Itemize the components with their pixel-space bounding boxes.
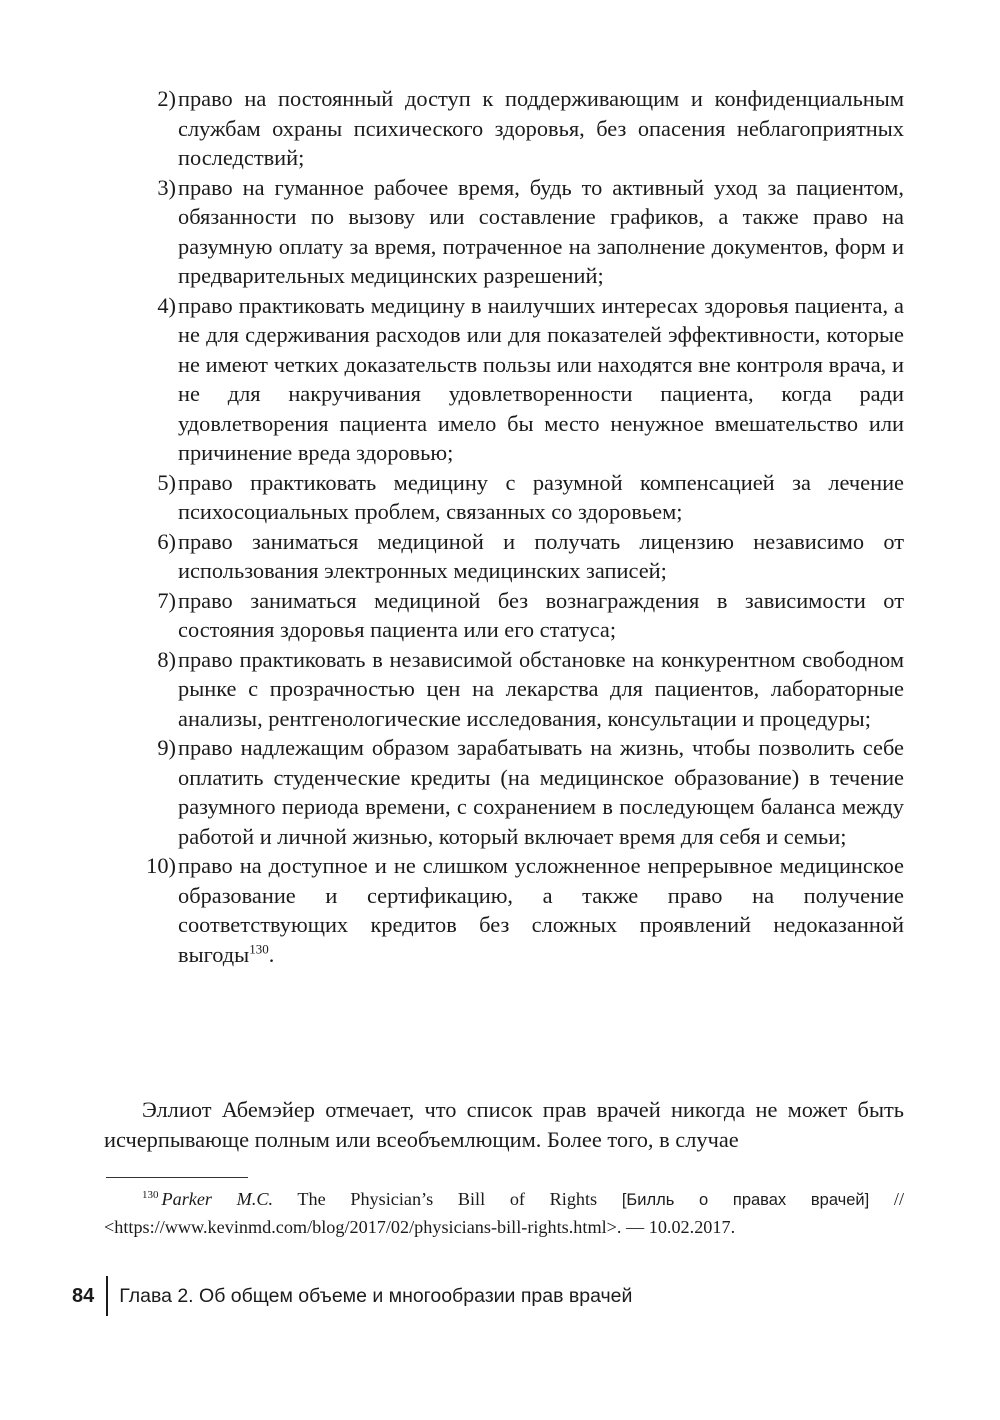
list-item-number: 3) <box>157 174 176 200</box>
list-item-text-container <box>178 851 904 969</box>
list-item <box>104 84 904 173</box>
list-item-text: право практиковать в независимой обстановке на конкурентном свободном рынке с прозрачностью цен на лекарства для пациентов, лабораторные анализы, рентгенологические исследования, консультации и процедуры; <box>178 646 904 731</box>
list-item <box>104 291 904 468</box>
list-item-text: право практиковать медицину в наилучших интересах здоровья пациента, а не для сдерживания расходов или для показателей эффективности, которые не имеют четких доказательств пользы или находятся вне контроля врача, и не для накручивания удовлетворенности пациента, когда ради удовлетворения пациента имело бы место ненужное вмешательство или причинение вреда здоровью; <box>178 292 904 465</box>
footnote-mark: 130 <box>142 1188 159 1201</box>
list-item-number: 9) <box>157 735 176 760</box>
list-item-number: 7) <box>157 587 176 613</box>
list-item <box>104 645 904 734</box>
list-item <box>104 733 904 851</box>
footnote-separator <box>106 1177 248 1178</box>
list-item-number: 5) <box>157 469 176 495</box>
footnote-source[interactable]: // <https://www.kevinmd.com/blog/2017/02/physicians-bill-rights.html>. — 10.02.2017. <box>104 1189 904 1237</box>
list-item-number: 10) <box>146 853 176 878</box>
list-item <box>104 586 904 645</box>
list-item-text: право на постоянный доступ к поддерживающим и конфиденциальным службам охраны психического здоровья, без опасения неблагоприятных последствий; <box>178 86 904 170</box>
footnote-title-translation: [Билль о правах врачей] <box>621 1191 870 1209</box>
list-item-text: право на доступное и не слишком усложненное непрерывное медицинское образование и сертификацию, а также право на получение соответствующих кредитов без сложных проявлений недоказанной выгоды <box>178 853 904 967</box>
list-item-number: 4) <box>157 292 176 318</box>
list-item-text: право на гуманное рабочее время, будь то активный уход за пациентом, обязанности по вызову или составление графиков, а также право на разумную оплату за время, потраченное на заполнение документов, форм и предварительных медицинских разрешений; <box>178 174 904 288</box>
list-item <box>104 173 904 291</box>
rights-list <box>104 84 904 969</box>
footnote-reference[interactable]: 130 <box>249 941 269 957</box>
list-item-text: право практиковать медицину с разумной компенсацией за лечение психосоциальных проблем, связанных со здоровьем; <box>178 469 904 524</box>
list-item-number: 6) <box>157 528 176 554</box>
list-item-text: право надлежащим образом зарабатывать на жизнь, чтобы позволить себе оплатить студенческие кредиты (на медицинское образование) в течение разумного периода времени, с сохранением в последующем баланса между работой и личной жизнью, который включает время для себя и семьи; <box>178 735 904 849</box>
page-number: 84 <box>72 1284 95 1307</box>
list-item-number: 8) <box>157 646 176 672</box>
list-item-text: право заниматься медициной и получать лицензию независимо от использования электронных медицинских записей; <box>178 528 904 583</box>
body-paragraph: Эллиот Абемэйер отмечает, что список прав врачей никогда не может быть исчерпывающе полным или всеобъемлющим. Более того, в случае <box>104 1097 904 1152</box>
list-item <box>104 468 904 527</box>
list-item-number: 2) <box>157 86 176 111</box>
chapter-title: Глава 2. Об общем объеме и многообразии прав врачей <box>119 1284 633 1307</box>
list-item-text: право заниматься медициной без вознаграждения в зависимости от состояния здоровья пациента или его статуса; <box>178 587 904 642</box>
footnote-title: The Physician’s Bill of Rights <box>297 1189 598 1209</box>
footer-divider <box>106 1276 108 1316</box>
footnote <box>104 1186 904 1241</box>
list-item-end-punctuation: . <box>268 941 275 967</box>
list-item <box>104 851 904 969</box>
running-footer <box>72 1276 632 1316</box>
footnote-author: Parker M.C. <box>161 1189 274 1209</box>
list-item <box>104 527 904 586</box>
